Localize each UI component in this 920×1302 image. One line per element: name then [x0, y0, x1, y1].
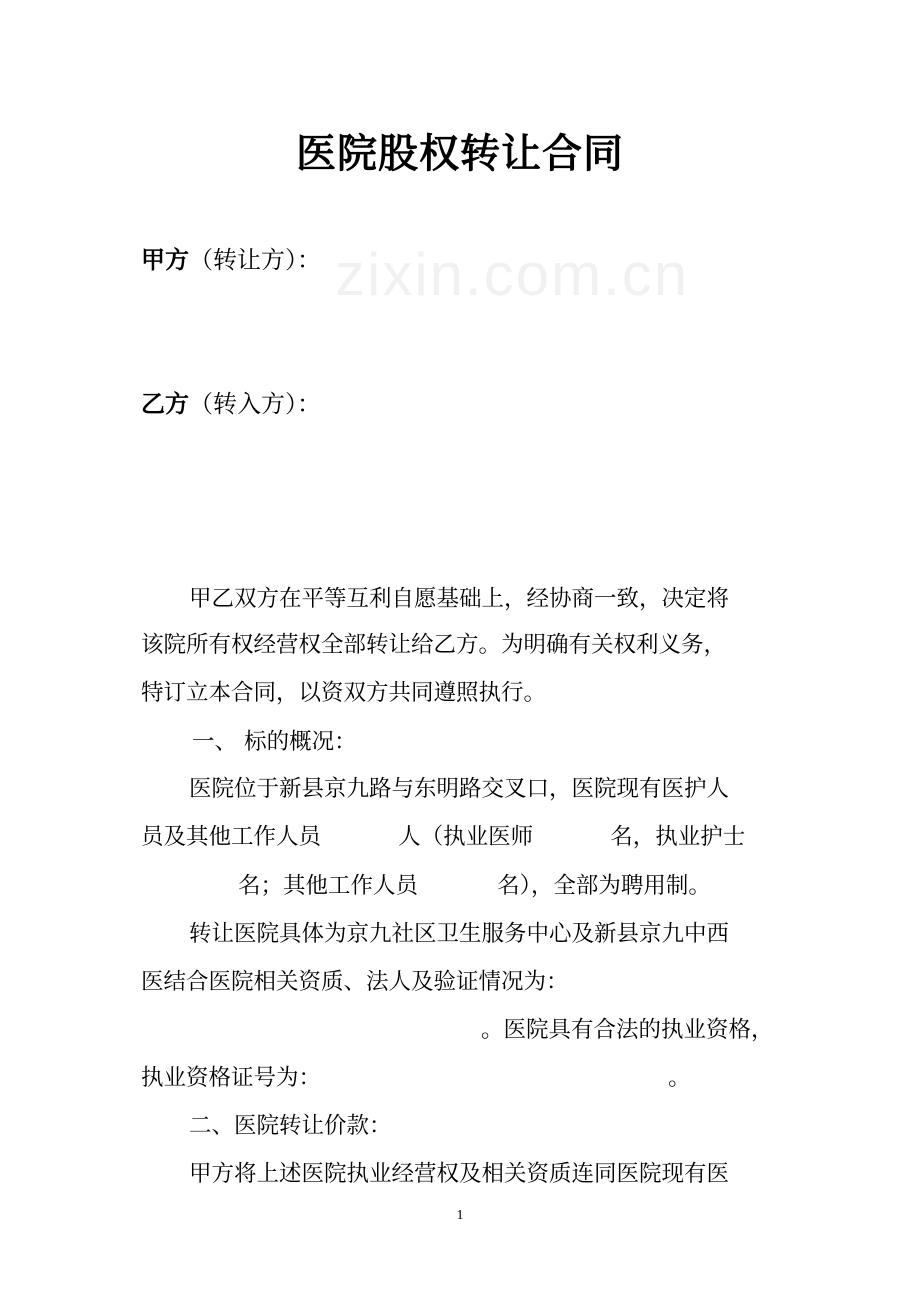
watermark: zixin.com.cn [335, 241, 690, 308]
party-a-line [141, 240, 321, 275]
section-heading: 二、医院转让价款： [189, 1113, 392, 1139]
body-line: 。医院具有合法的执业资格， [481, 1017, 774, 1043]
body-line: 特订立本合同，以资双方共同遵照执行。 [141, 680, 547, 706]
body-line: 医结合医院相关资质、法人及验证情况为： [141, 969, 569, 995]
body-line: 该院所有权经营权全部转让给乙方。为明确有关权利义务， [141, 632, 727, 658]
party-b-label: 乙方 [141, 390, 189, 418]
page-number: 1 [456, 1208, 464, 1223]
body-line: 员及其他工作人员 人（执业医师 名，执业护士 [141, 824, 746, 850]
body-line: 甲方将上述医院执业经营权及相关资质连同医院现有医 [189, 1161, 730, 1187]
party-b-line [141, 384, 321, 419]
party-a-role: （转让方）： [189, 246, 321, 274]
body-line: 执业资格证号为： 。 [141, 1065, 691, 1091]
body-line: 医院位于新县京九路与东明路交叉口，医院现有医护人 [189, 776, 730, 802]
party-b-role: （转入方）： [189, 390, 321, 418]
body-line: 转让医院具体为京九社区卫生服务中心及新县京九中西 [189, 921, 730, 947]
document-title: 医院股权转让合同 [296, 131, 624, 177]
body-line: 名；其他工作人员 名），全部为聘用制。 [238, 873, 711, 899]
section-heading: 一、 标的概况： [192, 729, 357, 755]
party-a-label: 甲方 [141, 246, 189, 274]
body-line: 甲乙双方在平等互利自愿基础上，经协商一致，决定将 [189, 586, 730, 612]
